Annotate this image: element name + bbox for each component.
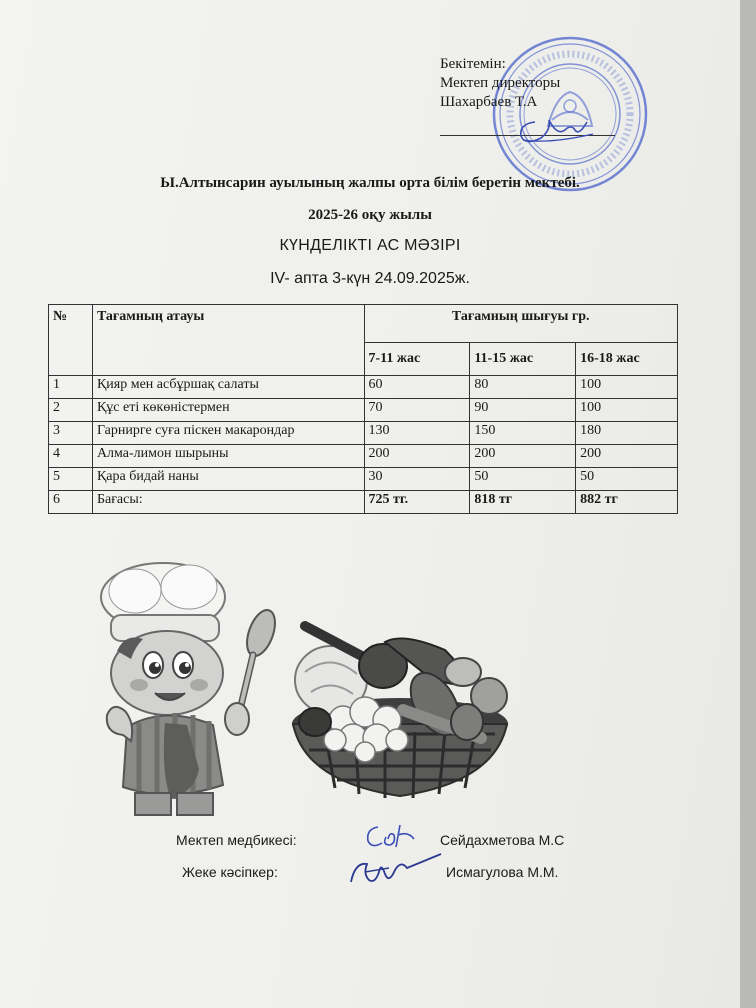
document-title: КҮНДЕЛІКТІ АС МӘЗІРІ [279,237,461,254]
portion-value: 100 [576,399,678,422]
table-row [49,445,678,468]
row-number: 2 [49,399,93,422]
row-number: 4 [49,445,93,468]
portion-value: 200 [576,445,678,468]
nurse-signature [360,817,420,853]
dish-name: Қияр мен асбұршақ салаты [92,376,364,399]
table-row [49,399,678,422]
row-number: 3 [49,422,93,445]
approval-director-name: Шахарбаев Т.А [440,94,538,110]
portion-value: 60 [364,376,470,399]
entrepreneur-signature [345,850,445,892]
portion-value: 50 [576,468,678,491]
portion-value: 100 [576,376,678,399]
table-row [49,376,678,399]
menu-table [48,304,678,514]
price-label: Бағасы: [92,491,364,514]
portion-value: 80 [470,376,576,399]
portion-value: 150 [470,422,576,445]
portion-value: 130 [364,422,470,445]
director-signature [505,100,595,150]
row-number: 5 [49,468,93,491]
approval-heading: Бекітемін: [440,56,506,72]
nurse-label: Мектеп медбикесі: [176,832,297,848]
age-group-header: 11-15 жас [470,343,576,376]
price-value: 882 тг [576,491,678,514]
dish-name: Гарнирге суға піскен макарондар [92,422,364,445]
entrepreneur-name: Исмагулова М.М. [446,864,559,880]
entrepreneur-label: Жеке кәсіпкер: [182,864,278,880]
row-number: 1 [49,376,93,399]
dish-name: Қара бидай наны [92,468,364,491]
portion-value: 180 [576,422,678,445]
school-name: Ы.Алтынсарин ауылының жалпы орта білім беретін мектебі. [160,175,580,191]
approval-position: Мектеп директоры [440,75,561,91]
page-edge-background [740,0,756,1008]
academic-year: 2025-26 оқу жылы [308,207,432,223]
table-row [49,422,678,445]
header-yield: Тағамның шығуы гр. [364,305,678,343]
table-row [49,468,678,491]
portion-value: 200 [470,445,576,468]
portion-value: 70 [364,399,470,422]
dish-name: Алма-лимон шырыны [92,445,364,468]
portion-value: 90 [470,399,576,422]
price-value: 725 тг. [364,491,470,514]
price-value: 818 тг [470,491,576,514]
vegetable-basket-illustration [285,612,515,807]
nurse-name: Сейдахметова М.С [440,832,565,848]
age-group-header: 16-18 жас [576,343,678,376]
dish-name: Құс еті көкөністермен [92,399,364,422]
header-number: № [49,305,93,376]
age-group-header: 7-11 жас [364,343,470,376]
price-row [49,491,678,514]
portion-value: 30 [364,468,470,491]
row-number: 6 [49,491,93,514]
portion-value: 200 [364,445,470,468]
header-dish-name: Тағамның атауы [92,305,364,376]
week-day-date: IV- апта 3-күн 24.09.2025ж. [270,270,470,287]
portion-value: 50 [470,468,576,491]
chef-boy-illustration [95,555,285,820]
